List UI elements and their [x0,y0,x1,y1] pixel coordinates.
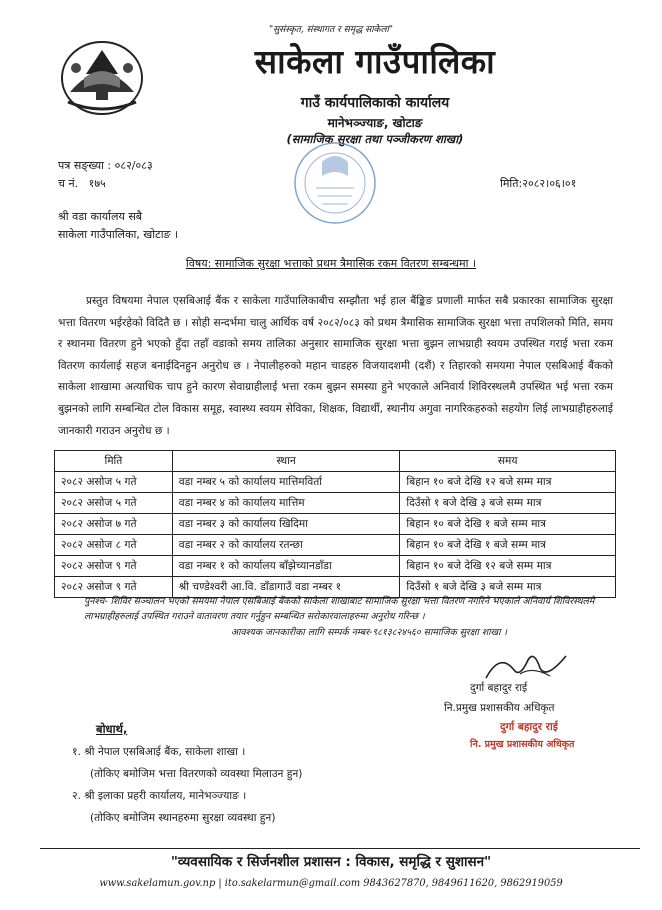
subject-line: विषय: सामाजिक सुरक्षा भत्ताको प्रथम त्रैमासिक रकम वितरण सम्बन्धमा । [185,257,477,270]
column-header-date: मिति [55,451,173,472]
handwritten-signature-icon [480,648,570,684]
table-row [55,535,616,556]
cell-time: बिहान १० बजे देखि १२ बजे सम्म मात्र [400,556,616,577]
cc-heading: बोधार्थ, [96,722,128,736]
cell-place: वडा नम्बर २ को कार्यालय रतन्छा [172,535,400,556]
letter-date: मिति:२०८२।०६।०१ [500,177,577,190]
org-name: साकेला गाउँपालिका [254,42,496,81]
office-stamp-icon [292,140,378,226]
cell-place: वडा नम्बर ४ को कार्यालय मात्तिम [172,493,400,514]
table-header-row [55,451,616,472]
column-header-place: स्थान [172,451,400,472]
footer-contact: www.sakelamun.gov.np | ito.sakelarmun@gmail.com 9843627870, 9849611620, 9862919059 [99,878,563,889]
cell-date: २०८२ असोज ५ गते [55,472,173,493]
table-row [55,472,616,493]
dispatch-number: च नं. १७५ [58,177,106,190]
cell-place: श्री चण्डेश्वरी आ.वि. डाँडागाउँ वडा नम्बर १ [172,577,400,598]
postscript-note: पुनश्च- शिविर सञ्चालन भएको समयमा नेपाल एसबिआई बैंकको साकेला शाखाबाट सामाजिक सुरक्षा भत्ता वितरण नगरिने भएकाले अनिवार्य शिविरस्थलमै लाभग्राहीहरुलाई उपस्थित गराउने वातावरण तयार गर्नुहुन सम्बन्धित सरोकारवालाहरुमा अनुरोध गरिन्छ । [84,596,595,622]
cc-item-2-note: (तोकिए बमोजिम स्थानहरुमा सुरक्षा व्यवस्था हुन) [90,812,276,824]
cell-time: बिहान १० बजे देखि १२ बजे सम्म मात्र [400,472,616,493]
cc-item-1: १. श्री नेपाल एसबिआई बैंक, साकेला शाखा । [72,746,246,758]
table-row [55,556,616,577]
branch-name: (सामाजिक सुरक्षा तथा पञ्जीकरण शाखा) [286,132,464,146]
contact-info-line: आवश्यक जानकारीका लागि सम्पर्क नम्बर-९८१३८२४५६० सामाजिक सुरक्षा शाखा । [230,627,508,638]
signer-name: दुर्गा बहादुर राई [470,682,528,694]
footer-motto: "व्यवसायिक र सिर्जनशील प्रशासन : विकास, समृद्धि र सुशासन" [170,854,492,870]
recipient-line-1: श्री वडा कार्यालय सबै [58,210,143,223]
seal-title: नि. प्रमुख प्रशासकीय अधिकृत [470,739,575,750]
cell-time: दिउँसो १ बजे देखि ३ बजे सम्म मात्र [400,493,616,514]
cell-date: २०८२ असोज ८ गते [55,535,173,556]
cell-time: बिहान १० बजे देखि १ बजे सम्म मात्र [400,535,616,556]
cell-time: दिउँसो १ बजे देखि ३ बजे सम्म मात्र [400,577,616,598]
table-row [55,514,616,535]
recipient-line-2: साकेला गाउँपालिका, खोटाङ । [58,228,179,241]
cell-date: २०८२ असोज ७ गते [55,514,173,535]
cell-time: बिहान १० बजे देखि १ बजे सम्म मात्र [400,514,616,535]
distribution-schedule-table [54,450,616,598]
seal-name: दुर्गा बहादुर राई [500,721,558,733]
cell-date: २०८२ असोज ९ गते [55,577,173,598]
cc-item-1-note: (तोकिए बमोजिम भत्ता वितरणको व्यवस्था मिलाउन हुन) [90,768,303,780]
header-motto: "सुसंस्कृत, संस्थागत र समृद्ध साकेला" [268,25,394,35]
table-row [55,493,616,514]
cell-date: २०८२ असोज ९ गते [55,556,173,577]
signer-title: नि.प्रमुख प्रशासकीय अधिकृत [444,702,555,714]
cell-place: वडा नम्बर ३ को कार्यालय खिदिमा [172,514,400,535]
cc-item-2: २. श्री इलाका प्रहरी कार्यालय, मानेभञ्ज्याङ । [72,790,247,802]
office-address: मानेभञ्ज्याङ, खोटाङ [327,116,423,130]
footer-divider [40,848,640,849]
nepal-emblem-icon [56,34,148,120]
letter-body: प्रस्तुत विषयमा नेपाल एसबिआई बैंक र साकेला गाउँपालिकाबीच सम्झौता भई हाल बैंङ्किङ प्रणाली मार्फत सबै प्रकारका सामाजिक सुरक्षा भत्ता वितरण भईरहेको विदितै छ । सोही सन्दर्भमा चालु आर्थिक वर्ष २०८२/०८३ को प्रथम त्रैमासिक सामाजिक सुरक्षा भत्ता तपशिलको मिति, समय र स्थानमा वितरण हुने भएको हुँदा तहाँ वडाको समय तालिका अनुसार सामाजिक सुरक्षा भत्ता बुझन लाभग्राही स्वयम उपस्थित गराई भत्ता रकम वितरण कार्यलाई सहज बनाईदिनहुन अनुरोध छ । नेपालीहरुको महान चाडहरु विजयादशमी (दशैं) र तिहारको समयमा नेपाल एसबिआई बैंकको साकेला शाखामा अत्याधिक चाप हुने कारण सेवाग्राहीलाई भत्ता रकम बुझन समस्या हुने भएकाले अनिवार्य शिविरस्थलमै उपस्थित भई भत्ता रकम बुझनको लागि सम्बन्धित टोल विकास समूह, स्वास्थ्य स्वयम सेविका, शिक्षक, विद्यार्थी, स्थानीय अगुवा नागरिकहरुको सहयोग लिई लाभग्राहीहरुलाई जानकारी गराउन अनुरोध छ । [58,295,613,437]
cell-date: २०८२ असोज ५ गते [55,493,173,514]
column-header-time: समय [400,451,616,472]
ref-number: पत्र सङ्ख्या : ०८२/०८३ [58,159,153,172]
cell-place: वडा नम्बर १ को कार्यालय बाँझेच्यानडाँडा [172,556,400,577]
cell-place: वडा नम्बर ५ को कार्यालय मात्तिमविर्ता [172,472,400,493]
office-name: गाउँ कार्यपालिकाको कार्यालय [300,95,450,111]
